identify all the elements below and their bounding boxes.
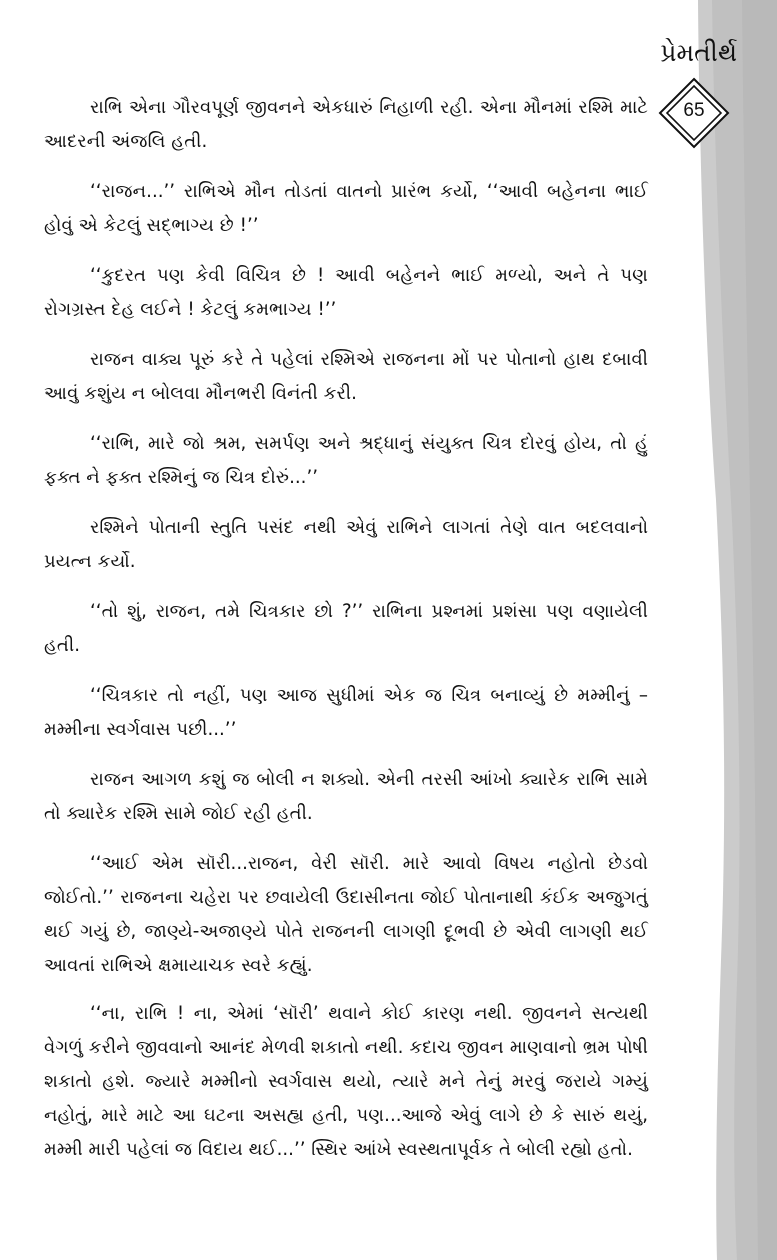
paragraph: રશ્મિને પોતાની સ્તુતિ પસંદ નથી એવું રાભિને લાગતાં તેણે વાત બદલવાનો પ્રયત્ન કર્યો. [44,517,648,572]
paragraph: રાજન વાક્ય પૂરું કરે તે પહેલાં રશ્મિએ રાજનના મોં પર પોતાનો હાથ દબાવી આવું કશુંય ન બોલવા મૌનભરી વિનંતી કરી. [44,349,648,404]
page-number: 65 [683,100,705,121]
paragraph: ‘‘ચિત્રકાર તો નહીં, પણ આજ સુધીમાં એક જ ચિત્ર બનાવ્યું છે મમ્મીનું – મમ્મીના સ્વર્ગવાસ પછી...’’ [44,685,648,740]
running-title: પ્રેમતીર્થ [660,38,737,67]
paragraph: ‘‘ના, રાભિ ! ના, એમાં ‘સૉરી’ થવાને કોઈ કારણ નથી. જીવનને સત્યથી વેગળું કરીને જીવવાનો આનંદ મેળવી શકાતો નથી. કદાચ જીવન માણવાનો ભ્રમ પોષી શકાતો હશે. જ્યારે મમ્મીનો સ્વર્ગવાસ થયો, ત્યારે મને તેનું મરવું જરાયે ગમ્યું નહોતું, મારે માટે આ ઘટના અસહ્ય હતી, પણ...આજે એવું લાગે છે કે સારું થયું, મમ્મી મારી પહેલાં જ વિદાય થઈ...’’ સ્થિર આંખે સ્વસ્થતાપૂર્વક તે બોલી રહ્યો હતો. [44,1003,648,1160]
paragraph: ‘‘તો શું, રાજન, તમે ચિત્રકાર છો ?’’ રાભિના પ્રશ્નમાં પ્રશંસા પણ વણાયેલી હતી. [44,601,648,656]
paragraph: ‘‘કુદરત પણ કેવી વિચિત્ર છે ! આવી બહેનને ભાઈ મળ્યો, અને તે પણ રોગગ્રસ્ત દેહ લઈને ! કેટલું કમભાગ્ય !’’ [44,265,648,320]
paragraph: રાભિ એના ગૌરવપૂર્ણ જીવનને એકધારું નિહાળી રહી. એના મૌનમાં રશ્મિ માટે આદરની અંજલિ હતી. [44,97,648,152]
paragraph: રાજન આગળ કશું જ બોલી ન શક્યો. એની તરસી આંખો ક્યારેક રાભિ સામે તો ક્યારેક રશ્મિ સામે જોઈ રહી હતી. [44,769,648,824]
body-text [44,91,648,1181]
paragraph: ‘‘આઈ એમ સૉરી...રાજન, વેરી સૉરી. મારે આવો વિષય નહોતો છેડવો જોઈતો.’’ રાજનના ચહેરા પર છવાયેલી ઉદાસીનતા જોઈ પોતાનાથી કંઈક અજુગતું થઈ ગયું છે, જાણ્યે-અજાણ્યે પોતે રાજનની લાગણી દૂભવી છે એવી લાગણી થઈ આવતાં રાભિએ ક્ષમાયાચક સ્વરે કહ્યું. [44,853,648,976]
paragraph: ‘‘રાભિ, મારે જો શ્રમ, સમર્પણ અને શ્રદ્ધાનું સંયુક્ત ચિત્ર દોરવું હોય, તો હું ફક્ત ને ફક્ત રશ્મિનું જ ચિત્ર દોરું...’’ [44,433,648,488]
paragraph: ‘‘રાજન...’’ રાભિએ મૌન તોડતાં વાતનો પ્રારંભ કર્યો, ‘‘આવી બહેનના ભાઈ હોવું એ કેટલું સદ્‌ભાગ્ય છે !’’ [44,181,648,236]
